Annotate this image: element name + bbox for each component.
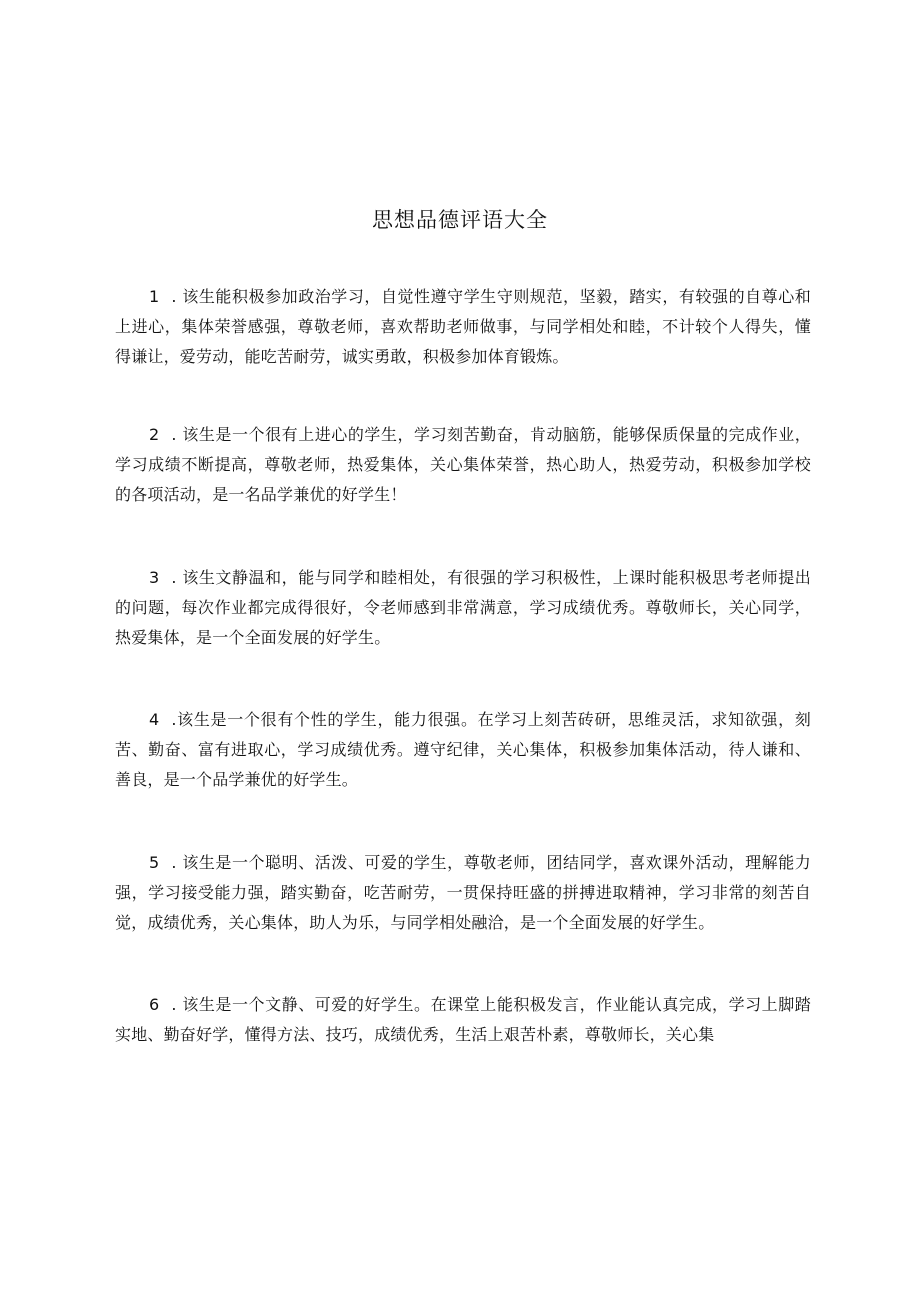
- item-number: 2: [149, 425, 160, 444]
- comment-item: [115, 420, 811, 510]
- item-text: . 该生是一个很有上进心的学生，学习刻苦勤奋，肯动脑筋，能够保质保量的完成作业，学习成绩不断提高，尊敬老师，热爱集体，关心集体荣誉，热心助人，热爱劳动，积极参加学校的各项活动，是一名品学兼优的好学生！: [115, 425, 811, 504]
- item-text: . 该生能积极参加政治学习，自觉性遵守学生守则规范，坚毅，踏实，有较强的自尊心和上进心，集体荣誉感强，尊敬老师，喜欢帮助老师做事，与同学相处和睦，不计较个人得失，懂得谦让，爱劳动，能吃苦耐劳，诚实勇敢，积极参加体育锻炼。: [115, 287, 811, 366]
- comment-item: [115, 705, 811, 795]
- comment-item: [115, 563, 811, 653]
- item-number: 3: [149, 568, 160, 587]
- item-number: 1: [149, 287, 160, 306]
- comment-item: [115, 848, 811, 938]
- item-text: .该生是一个很有个性的学生，能力很强。在学习上刻苦砖研，思维灵活，求知欲强，刻苦、勤奋、富有进取心，学习成绩优秀。遵守纪律，关心集体，积极参加集体活动，待人谦和、善良，是一个品学兼优的好学生。: [115, 710, 811, 789]
- comment-item: [115, 990, 811, 1050]
- comment-item: [115, 282, 811, 372]
- item-text: . 该生是一个聪明、活泼、可爱的学生，尊敬老师，团结同学，喜欢课外活动，理解能力强，学习接受能力强，踏实勤奋，吃苦耐劳，一贯保持旺盛的拼搏进取精神，学习非常的刻苦自觉，成绩优秀，关心集体，助人为乐，与同学相处融洽，是一个全面发展的好学生。: [115, 853, 811, 932]
- item-number: 5: [149, 853, 160, 872]
- item-text: . 该生文静温和，能与同学和睦相处，有很强的学习积极性，上课时能积极思考老师提出的问题，每次作业都完成得很好，令老师感到非常满意，学习成绩优秀。尊敬师长，关心同学，热爱集体，是一个全面发展的好学生。: [115, 568, 811, 647]
- item-number: 6: [149, 995, 160, 1014]
- document-title: 思想品德评语大全: [372, 208, 548, 232]
- item-number: 4: [149, 710, 160, 729]
- item-text: . 该生是一个文静、可爱的好学生。在课堂上能积极发言，作业能认真完成，学习上脚踏实地、勤奋好学，懂得方法、技巧，成绩优秀，生活上艰苦朴素，尊敬师长，关心集: [115, 995, 811, 1044]
